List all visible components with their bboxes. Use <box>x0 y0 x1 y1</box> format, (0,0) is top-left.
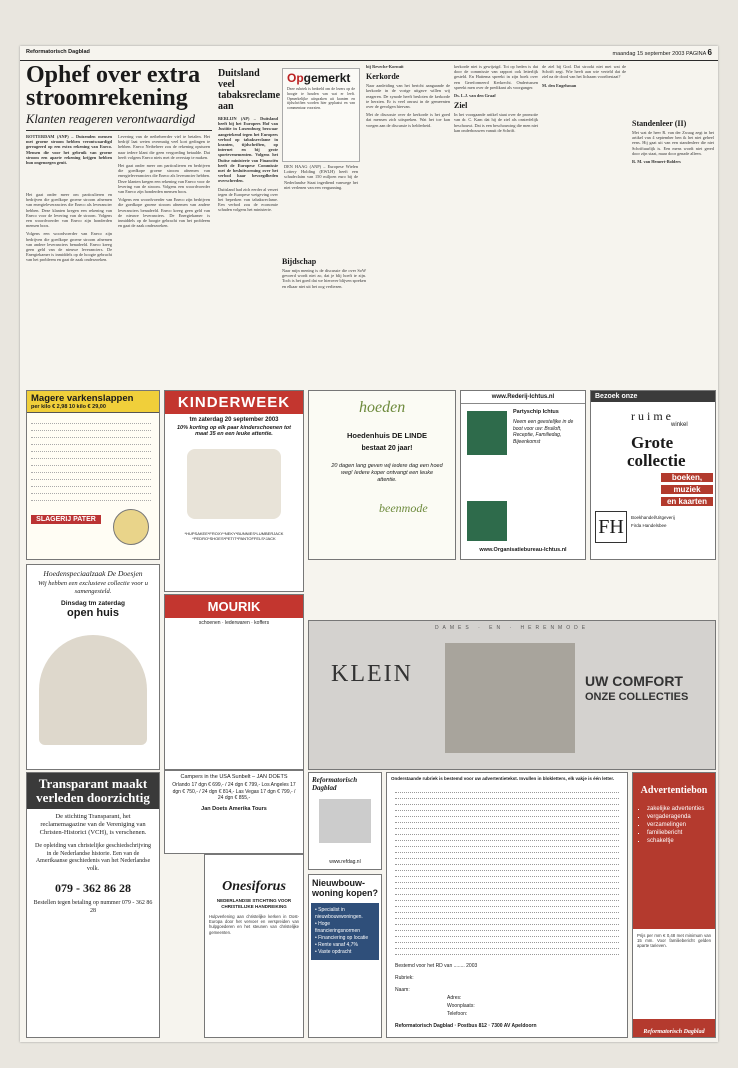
ad-transparant-title: Transparant maakt verleden doorzichtig <box>27 773 159 809</box>
fh-logo: FH <box>595 511 627 543</box>
ad-advertentiebon-title: Advertentiebon <box>640 785 708 796</box>
standenleer-signature: R. M. van Hemert-Bolders <box>632 159 681 165</box>
ad-mourik <box>164 594 304 770</box>
order-form-name: Naam: <box>395 987 410 993</box>
advertentiebon-item: ▪ zakelijke advertenties <box>647 806 715 812</box>
ad-klein-name: KLEIN <box>331 661 413 687</box>
ad-kinderweek <box>164 390 304 592</box>
models-photo <box>445 643 575 753</box>
germany-article <box>218 68 281 213</box>
col5-signature: Ds. L.J. van den Graaf <box>454 93 496 99</box>
advertentiebon-item: ▪ schakeltje <box>647 838 715 844</box>
ad-advertentiebon-panel <box>633 929 715 1019</box>
letters-col-5 <box>454 64 538 133</box>
slagerij-logo <box>113 509 149 545</box>
col6-signature: M. den Engelsman <box>542 82 577 88</box>
ad-ruime-winkel <box>590 390 716 560</box>
ad-transparant-footer: Bestellen tegen betaling op nummer 079 - 362 86 28 <box>33 900 153 914</box>
newspaper-photo <box>319 799 371 843</box>
ad-ichtus-url2: www.Organisatiebureau-Ichtus.nl <box>479 547 567 553</box>
lottery-brief-text: DEN HAAG (ANP) – Europese Wielen Lottery Holding (EWLH) heeft een schadeclaim van 150 miljoen euro bij de Nederlandse Staat ingediend vanwege het niet verlenen van een vergunning. <box>284 164 358 190</box>
nieuwbouw-item: • Rente vanaf 4,7% <box>315 942 358 948</box>
order-form-sender: Reformatorisch Dagblad · Postbus 812 · 7300 AV Apeldoorn <box>395 1023 537 1029</box>
ichtus-logo <box>467 411 507 455</box>
lead-subheadline: Klanten reageren verontwaardigd <box>26 112 195 126</box>
ad-mourik-name: MOURIK <box>165 595 303 618</box>
order-form-city: Woonplaats: <box>447 1003 475 1009</box>
ad-hoeden-delinde <box>308 390 456 560</box>
form-input-line[interactable] <box>395 949 619 955</box>
order-form-year: 2003 <box>466 963 478 969</box>
order-form-price-label: Bestemd voor het RD van <box>395 963 453 969</box>
ichtus-logo-2 <box>467 501 507 541</box>
ad-campers-head: Campers in the USA Sunbelt – JAN DOETS <box>180 774 288 780</box>
ad-ichtus-box: Partyschip Ichtus <box>513 409 559 415</box>
header-date: maandag 15 september 2003 <box>612 51 685 57</box>
ad-dagblad-footer: www.refdag.nl <box>329 859 361 865</box>
ad-mourik-tag: schoenen · lederwaren · koffers <box>198 620 270 626</box>
ad-nieuwbouw-list <box>311 903 379 960</box>
standenleer-article <box>632 116 714 164</box>
ad-hoeden-brand2: beenmode <box>379 501 428 515</box>
ad-doesjen-title: Hoedenspeciaalzaak De Doesjen <box>43 569 143 578</box>
ad-ruime-boeken: boeken, <box>661 473 713 482</box>
lead-paragraph: Levering van de netbeheerder viel te betalen. Het bedrijf laat weten overmatig veel kort gedingen te hebben. Eneco Netbeheer zou de rekening opsturen naar iedere klant die geen vergoeding betaalde. Dat heeft volgens Eneco niets met de overstap te maken. <box>118 134 210 160</box>
masthead-left: Reformatorisch Dagblad <box>26 49 90 55</box>
ad-campers-body: Orlando 17 dgn € 699,- / 24 dgn € 799,- Los Angeles 17 dgn € 750,- / 24 dgn € 814,- Las Vegas 17 dgn € 799,- / 24 dgn € 855,- <box>172 782 296 801</box>
ad-varkenslappen <box>26 390 160 560</box>
germany-headline: Duitsland veel tabaksreclame aan <box>218 68 281 112</box>
standenleer-text: Met wat de heer R. van der Zwaag zegt in het artikel van 4 september ben ik het niet geheel eens. Hij gaat uit van een standenleer die niet Schriftuurlijk is. Een mens wordt niet gered door zijn staat, maar door genade alleen. <box>632 130 714 156</box>
ad-kinder-title: KINDERWEEK <box>165 391 303 414</box>
bijdschap-heading: Bijdschap <box>282 257 317 266</box>
ad-doesjen <box>26 564 160 770</box>
nieuwbouw-item: • Financiering op locatie <box>315 935 369 941</box>
ad-klein <box>308 620 716 770</box>
ad-nieuwbouw <box>308 874 382 1038</box>
ad-varkens-shop: SLAGERIJ PATER <box>31 515 101 524</box>
ad-ruime-shop: Boekhandel/Uitgeverij <box>631 515 675 520</box>
col6-text: de ziel bij God. Dat strookt niet met wat de Schrift zegt. Wie heeft aan wie verteld dat de ziel na de dood van het lichaam voortbestaat? <box>542 64 626 80</box>
opgemerkt-logo <box>283 69 359 85</box>
ad-kinder-date: tm zaterdag 20 september 2003 <box>189 417 279 423</box>
ad-kinder-brands: *HUPSAKEE*FROXY*NEKY*BUNNIES*LUMBERJACK *PEDRO*SHOES*PETIT*PANTOFFELS*JACK <box>184 531 284 541</box>
lead-intro: ROTTERDAM (ANP) – Duizenden mensen met groene stroom hebben verontwaardigd gereageerd op een extra rekening van Eneco. Mensen die voor het gebruik van groene stroom een aparte rekening krijgen hebben hun ongenoegen geuit. <box>26 134 112 166</box>
shoes-image <box>187 449 281 519</box>
lead-paragraph: Het gaat onder meer om particulieren en bedrijven die goedkope groene stroom afnemen van energieleveranciers die Eneco als leverancier hebben. Deze klanten kregen een rekening van Eneco voor de levering van de stroom. Volgens een woordvoerder van Eneco zijn honderden mensen boos. <box>26 192 112 229</box>
opgemerkt-text: Deze rubriek is bedoeld om de lezers op de hoogte te houden van wat er leeft. Opmerkelijke uitspraken uit kranten en tijdschriften worden hier geplaatst en van commentaar voorzien. <box>287 87 355 111</box>
nieuwbouw-item: • Hoge financieringsnormen <box>315 921 361 934</box>
woman-hat-photo <box>39 635 147 745</box>
ad-advertentiebon-list <box>633 806 715 844</box>
ad-hoeden-title: Hoedenhuis DE LINDE <box>346 431 427 440</box>
advertentiebon-item: ▪ verzamelingen <box>647 822 715 828</box>
lead-headline: Ophef over extra stroomrekening <box>26 62 201 111</box>
ad-ichtus-url: www.Rederij-Ichtus.nl <box>461 391 585 404</box>
lottery-brief <box>284 164 358 190</box>
kerkorde-heading: Kerkorde <box>366 72 400 82</box>
ad-varkens-pricelist <box>31 417 151 513</box>
ad-onesiforus-body: Hulpverlening aan christelijke kerken in Oost-Europa door het vervoer en verspreiden van hulpgoederen en het steunen van christelijke gemeenten. <box>209 914 299 935</box>
header-page-label: PAGINA <box>685 51 707 57</box>
ad-transparant <box>26 772 160 1038</box>
kerkorde-text: Naar aanleiding van het bericht aangaande de kerkorde in de vorige uitgave willen wij reageren. De synode heeft besloten de kerkorde te herzien. Er is veel onrust in de gemeenten over de gevolgen hiervan. <box>366 83 450 110</box>
opgemerkt-logo-b: gemerkt <box>303 71 351 85</box>
ad-ruime-collectie: collectie <box>627 451 686 470</box>
bijdschap-text: Naar mijn mening is de discussie die over SoW gevoerd wordt niet zo, dat je blij hoeft te zijn. Toch is het goed dat we hierover blijven spreken en elkaar niet uit het oog verliezen. <box>282 268 366 289</box>
lead-body-col1 <box>26 192 112 263</box>
ad-ruime-top: Bezoek onze <box>591 391 715 402</box>
lead-paragraph: Het gaat onder meer om particulieren en bedrijven die goedkope groene stroom afnemen van energieleveranciers die Eneco als leverancier hebben. Deze klanten kregen een rekening van Eneco voor de levering van de stroom. Volgens een woordvoerder van Eneco zijn honderden mensen boos. <box>118 163 211 195</box>
ad-onesiforus-sub: NEDERLANDSE STICHTING VOOR CHRISTELIJKE HANDREIKING <box>216 898 292 909</box>
ad-ruime-muziek: muziek <box>661 485 713 494</box>
nieuwbouw-item: • Specialist in nieuwbouwwoningen. <box>315 907 363 920</box>
ad-doesjen-text: Wij hebben een exclusieve collectie voor u samengesteld. <box>37 580 149 595</box>
lead-body-col2 <box>118 134 210 228</box>
opgemerkt-box <box>282 68 360 162</box>
header-page-number: 6 <box>707 48 712 57</box>
order-form-phone: Telefoon: <box>447 1011 468 1017</box>
ad-ruime-logo: ruime <box>631 409 674 423</box>
ad-klein-collections: ONZE COLLECTIES <box>585 691 689 703</box>
ad-onesiforus-title: Onesiforus <box>222 879 286 894</box>
ad-onesiforus <box>204 854 304 1038</box>
newspaper-page <box>20 46 718 1042</box>
ad-kinder-text: 10% korting op elk paar kinderschoenen tot maat 35 en een leuke attentie. <box>177 425 291 437</box>
germany-lede: BERLIJN (AP) – Duitsland heeft bij het Europees Hof van Justitie in Luxemburg bezwaar aangetekend tegen het Europees verbod op tabaksreclame in kranten, tijdschriften, op internet en bij grote sportevenementen. Volgens het Duitse ministerie van Financiën heeft de Europese Commissie met de besluitvorming over het verbod haar bevoegdheden overschreden. <box>218 116 278 184</box>
ad-dagblad-promo <box>308 772 382 870</box>
order-form-head: Onderstaande rubriek is bestemd voor uw advertentietekst. Invullen in blokletters, elk vakje is één letter. <box>391 776 615 781</box>
ad-klein-top: DAMES · EN · HERENMODE <box>434 625 590 631</box>
order-form <box>386 772 628 1038</box>
ad-varkens-title: Magere varkenslappen <box>31 393 134 404</box>
ad-ruime-sub: winkel <box>671 422 688 428</box>
ad-ruime-grote: Grote <box>631 433 674 452</box>
masthead-right <box>613 46 712 61</box>
order-form-rubriek: Rubriek: <box>395 975 414 981</box>
standenleer-heading: Standenleer (II) <box>632 119 687 128</box>
ad-advertentiebon-footer: Prijs per mm € 0,48 met minimum van 15 mm. Voor familiebericht gelden aparte tarieven. <box>637 933 711 949</box>
ziel-text: In het voorgaande artikel staat over de promotie van dr. C. Kam dat hij de ziel als onsterfelijk beschouwt. Dat is een beschouwing die men niet kan onderbouwen vanuit de Schrift. <box>454 112 538 133</box>
col5-text: kerkorde niet is gewijzigd. Tot op heden is dat door de commissie van rapport ook letterlijk gesteld. En Hattema spreekt in zijn boek over een Gereformeerd Kerkrecht. Ondertussen spreekt men over de predikant als voorganger. <box>454 64 538 90</box>
germany-body: Duitsland had zich eerder al verzet tegen de Europese wetgeving over het beperken van tabaksreclame. Een verbod zou de economie schaden volgens het ministerie. <box>218 186 278 213</box>
ad-hoeden-text: 20 dagen lang geven wij iedere dag een hoed weg! Iedere koper ontvangt een leuke attentie. <box>331 463 443 483</box>
lead-divider <box>26 130 212 131</box>
ziel-heading: Ziel <box>454 101 468 111</box>
order-form-address: Adres: <box>447 995 462 1001</box>
letters-col-4 <box>366 64 450 128</box>
ad-hoeden-sub: bestaat 20 jaar! <box>361 445 413 452</box>
ad-ichtus <box>460 390 586 560</box>
ad-transparant-phone: 079 - 362 86 28 <box>55 881 131 895</box>
signoff: bij Reveche-Kornuit <box>366 64 404 69</box>
lead-paragraph: Volgens een woordvoerder van Eneco zijn bedrijven die goedkope groene stroom afnemen van andere leveranciers benadeeld. Eneco kreeg geen geld van de nieuwe leveranciers. De Energiekamer is inmiddels op de hoogte gebracht van het probleem en gaat de zaak onderzoeken. <box>118 197 210 229</box>
letters-col-6 <box>542 64 626 88</box>
ad-campers-contact: Jan Doets Amerika Tours <box>201 805 267 812</box>
ad-nieuwbouw-title: Nieuwbouw-woning kopen? <box>312 878 378 898</box>
ad-hoeden-brand: hoeden <box>359 399 406 416</box>
ad-ruime-name: Firda Handelsbee <box>631 523 667 528</box>
ad-transparant-text: De stichting Transparant, het reclamemagazine van de Vereniging van Christen-Historici (VCH), is verschenen. <box>39 813 147 836</box>
opgemerkt-logo-a: Op <box>287 71 304 85</box>
ad-varkens-banner <box>27 391 159 413</box>
ad-campers <box>164 770 304 854</box>
nieuwbouw-item: • Vaste opdracht <box>315 949 352 955</box>
ad-varkens-sub: per kilo € 2,98 10 kilo € 29,00 <box>31 404 106 410</box>
ad-klein-comfort: UW COMFORT <box>585 673 683 689</box>
order-form-price-row: Bestemd voor het RD van ........ 2003 <box>395 963 478 969</box>
page-header <box>20 46 718 61</box>
ad-doesjen-date: Dinsdag tm zaterdag <box>61 600 125 607</box>
ad-ruime-kaarten: en kaarten <box>661 497 713 506</box>
lead-paragraph: Volgens een woordvoerder van Eneco zijn bedrijven die goedkope groene stroom afnemen van andere leveranciers benadeeld. Eneco kreeg geen geld van de nieuwe leveranciers. De Energiekamer is inmiddels op de hoogte gebracht van het probleem en gaat de zaak onderzoeken. <box>26 231 112 263</box>
advertentiebon-item: ▪ familiebericht <box>647 830 715 836</box>
bijdschap-article <box>282 254 366 289</box>
order-form-lines <box>395 787 619 955</box>
kerkorde-extra: Met de discussie over de kerkorde is het goed dat mensen zich uitspreken. Wat het toe kan voegen aan de discussie is helderheid. <box>366 112 450 128</box>
ad-ichtus-text: Neem een geestelijke in de boot voor uw: Bruiloft, Receptie, Familiedag, Bijeenkomst <box>513 419 574 445</box>
ad-dagblad-label: Reformatorisch Dagblad <box>312 776 358 792</box>
advertentiebon-item: ▪ vergaderagenda <box>647 814 715 820</box>
ad-doesjen-open: open huis <box>67 607 119 619</box>
ad-advertentiebon <box>632 772 716 1038</box>
ad-transparant-list: De opleiding van christelijke geschiedschrijving in de Nederlandse historie. Een van de Amerikaanse geschiedenis van het Nederlandse volk. <box>35 843 151 872</box>
ad-advertentiebon-logo: Reformatorisch Dagblad <box>643 1029 705 1035</box>
